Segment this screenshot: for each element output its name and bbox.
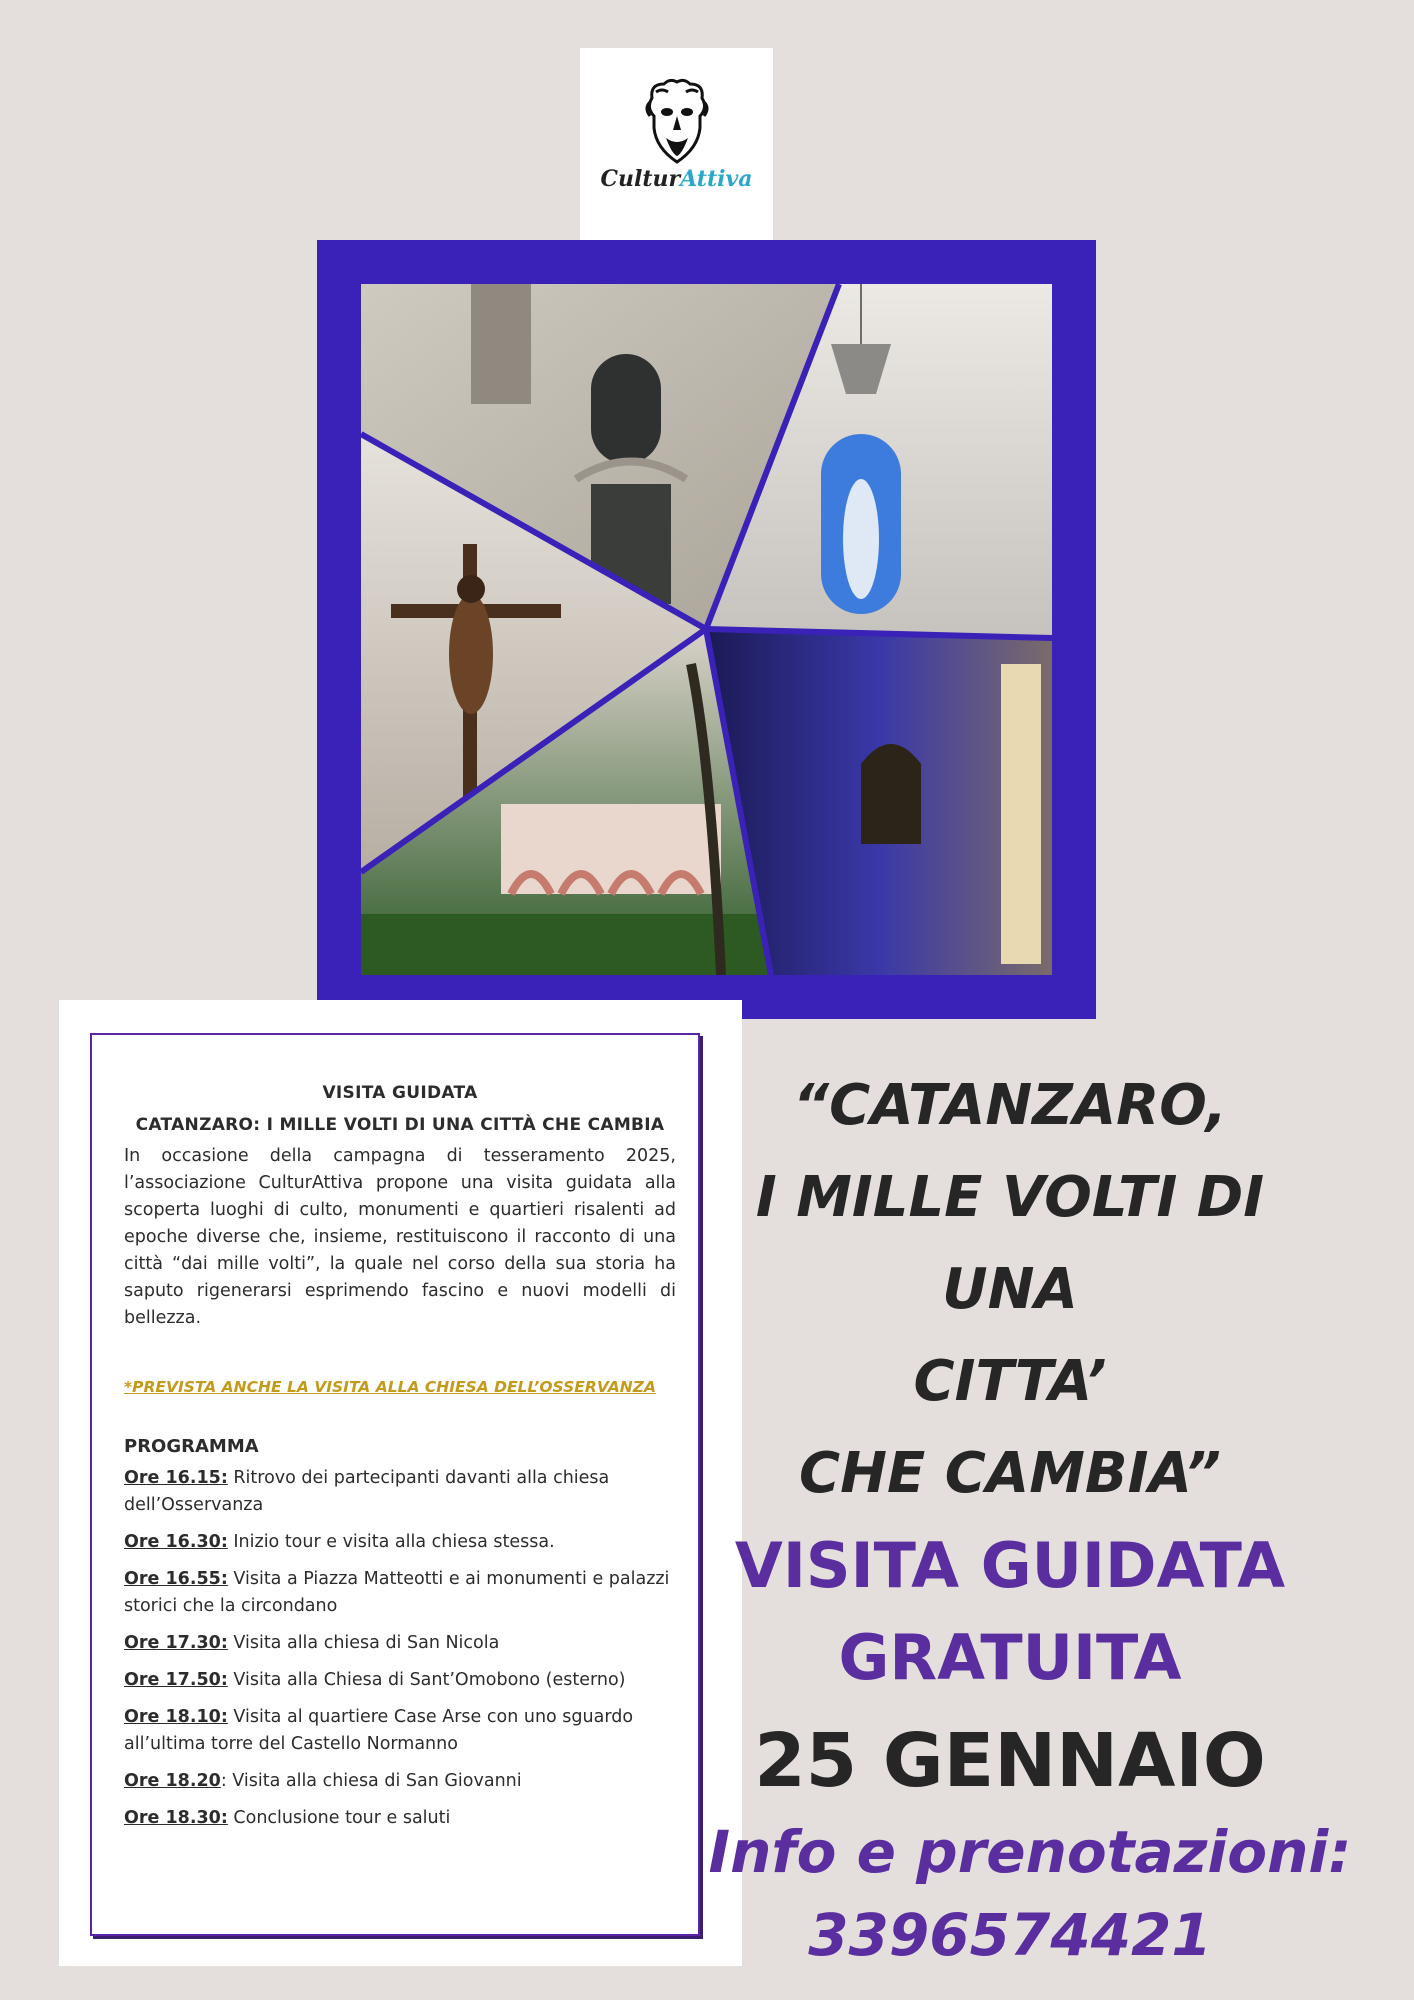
headline (700, 1060, 1320, 1520)
program-item (124, 1465, 676, 1519)
program-item (124, 1704, 676, 1758)
program-text: Inizio tour e visita alla chiesa stessa. (227, 1532, 555, 1552)
program-text: Ritrovo dei partecipanti davanti alla chiesa dell’Osservanza (124, 1468, 610, 1515)
headline-line: CHE CAMBIA” (799, 1441, 1221, 1506)
logo-box (580, 48, 773, 241)
program-text: Visita alla Chiesa di Sant’Omobono (esterno) (227, 1670, 626, 1690)
program-item (124, 1529, 676, 1556)
program-text: : Visita alla chiesa di San Giovanni (220, 1771, 522, 1791)
program-text: Conclusione tour e saluti (227, 1808, 451, 1828)
free-visit-label: VISITA GUIDATA GRATUITA (734, 1529, 1286, 1694)
program-time: Ore 17.50: (124, 1670, 228, 1690)
program-time: Ore 16.55: (124, 1569, 228, 1589)
program-item (124, 1805, 676, 1832)
program-time: Ore 16.30: (124, 1532, 228, 1552)
collage-svg (361, 284, 1052, 975)
headline-line: CITTA’ (913, 1349, 1107, 1414)
program-text: Visita al quartiere Case Arse con uno sguardo all’ultima torre del Castello Normanno (124, 1707, 634, 1754)
event-date: 25 GENNAIO (754, 1718, 1266, 1804)
photo-collage (317, 240, 1096, 1019)
headline-line: “CATANZARO, (793, 1073, 1227, 1138)
program-title: PROGRAMMA (124, 1436, 259, 1457)
program-time: Ore 18.30: (124, 1808, 228, 1828)
info-intro: In occasione della campagna di tesseramento 2025, l’associazione CulturAttiva propone una visita guidata alla scoperta luoghi di culto, monumenti e quartieri risalenti ad epoche diverse che, insieme, restituiscono il racconto di una città “dai mille volti”, la quale nel corso della sua storia ha saputo rigenerarsi esprimendo fascino e nuovi modelli di bellezza. (124, 1146, 676, 1328)
headline-line: I MILLE VOLTI DI (755, 1165, 1265, 1230)
program-text: Visita alla chiesa di San Nicola (227, 1633, 500, 1653)
headline-line: UNA (942, 1257, 1078, 1322)
program-list (124, 1465, 676, 1832)
program-item (124, 1768, 676, 1795)
program-item (124, 1566, 676, 1620)
booking-phone[interactable]: 3396574421 (808, 1901, 1212, 1969)
booking-label: Info e prenotazioni: (708, 1818, 1352, 1886)
info-subtitle: CATANZARO: I MILLE VOLTI DI UNA CITTÀ CHE CAMBIA (135, 1115, 665, 1135)
observance-note: *PREVISTA ANCHE LA VISITA ALLA CHIESA DELL’OSSERVANZA (124, 1378, 656, 1396)
program-item (124, 1667, 676, 1694)
program-time: Ore 16.15: (124, 1468, 228, 1488)
logo-wordmark: CulturAttiva (600, 166, 753, 192)
program-time: Ore 18.20 (124, 1771, 221, 1791)
info-content (124, 1083, 676, 1842)
mask-face-icon (642, 78, 712, 166)
info-panel (59, 1000, 742, 1966)
program-time: Ore 18.10: (124, 1707, 228, 1727)
info-panel-border (90, 1033, 700, 1936)
program-item (124, 1630, 676, 1657)
program-text: Visita a Piazza Matteotti e ai monumenti e palazzi storici che la circondano (124, 1569, 670, 1616)
info-title: VISITA GUIDATA (322, 1083, 478, 1103)
program-time: Ore 17.30: (124, 1633, 228, 1653)
